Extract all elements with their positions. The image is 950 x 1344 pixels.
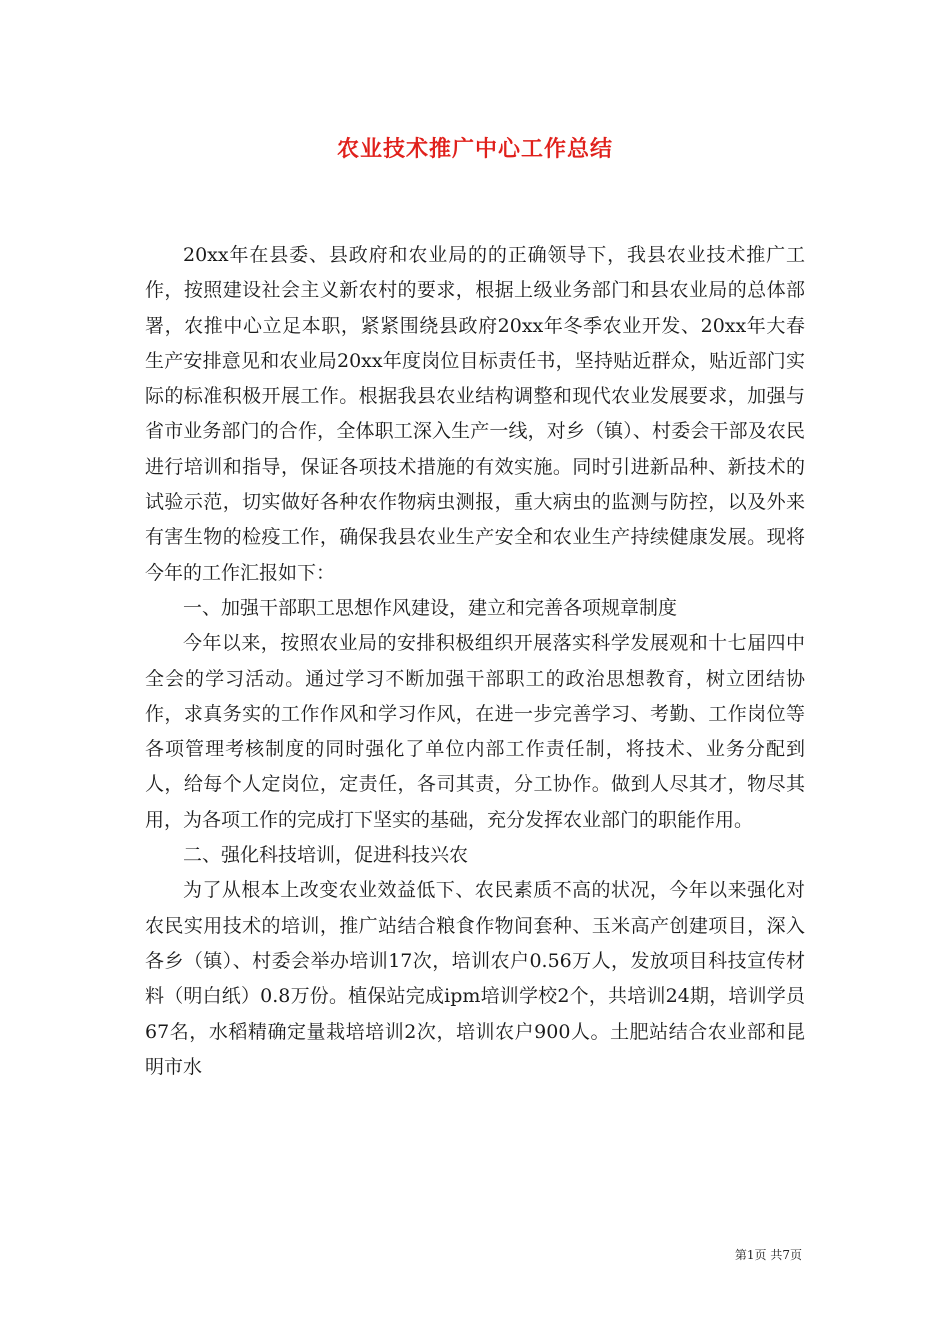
- document-title: 农业技术推广中心工作总结: [336, 136, 613, 162]
- document-body: [145, 238, 805, 1085]
- page-number-footer: 第1页 共7页: [734, 1248, 802, 1262]
- paragraph-intro: 20xx年在县委、县政府和农业局的的正确领导下，我县农业技术推广工作，按照建设社会主义新农村的要求，根据上级业务部门和县农业局的总体部署，农推中心立足本职，紧紧围绕县政府20xx年冬季农业开发、20xx年大春生产安排意见和农业局20xx年度岗位目标责任书，坚持贴近群众，贴近部门实际的标准积极开展工作。根据我县农业结构调整和现代农业发展要求，加强与省市业务部门的合作，全体职工深入生产一线，对乡（镇）、村委会干部及农民进行培训和指导，保证各项技术措施的有效实施。同时引进新品种、新技术的试验示范，切实做好各种农作物病虫测报，重大病虫的监测与防控，以及外来有害生物的检疫工作，确保我县农业生产安全和农业生产持续健康发展。现将今年的工作汇报如下：: [145, 244, 805, 584]
- section-heading-2: 二、强化科技培训，促进科技兴农: [183, 844, 469, 867]
- section-heading-1: 一、加强干部职工思想作风建设，建立和完善各项规章制度: [183, 596, 678, 619]
- paragraph-section-1: 今年以来，按照农业局的安排积极组织开展落实科学发展观和十七届四中全会的学习活动。通过学习不断加强干部职工的政治思想教育，树立团结协作，求真务实的工作作风和学习作风，在进一步完善学习、考勤、工作岗位等各项管理考核制度的同时强化了单位内部工作责任制，将技术、业务分配到人，给每个人定岗位，定责任，各司其责，分工协作。做到人尽其才，物尽其用，为各项工作的完成打下坚实的基础，充分发挥农业部门的职能作用。: [145, 632, 805, 831]
- paragraph-section-2: 为了从根本上改变农业效益低下、农民素质不高的状况，今年以来强化对农民实用技术的培训，推广站结合粮食作物间套种、玉米高产创建项目，深入各乡（镇）、村委会举办培训17次，培训农户0.56万人，发放项目科技宣传材料（明白纸）0.8万份。植保站完成ipm培训学校2个，共培训24期，培训学员67名，水稻精确定量栽培培训2次，培训农户900人。土肥站结合农业部和昆明市水: [145, 879, 805, 1078]
